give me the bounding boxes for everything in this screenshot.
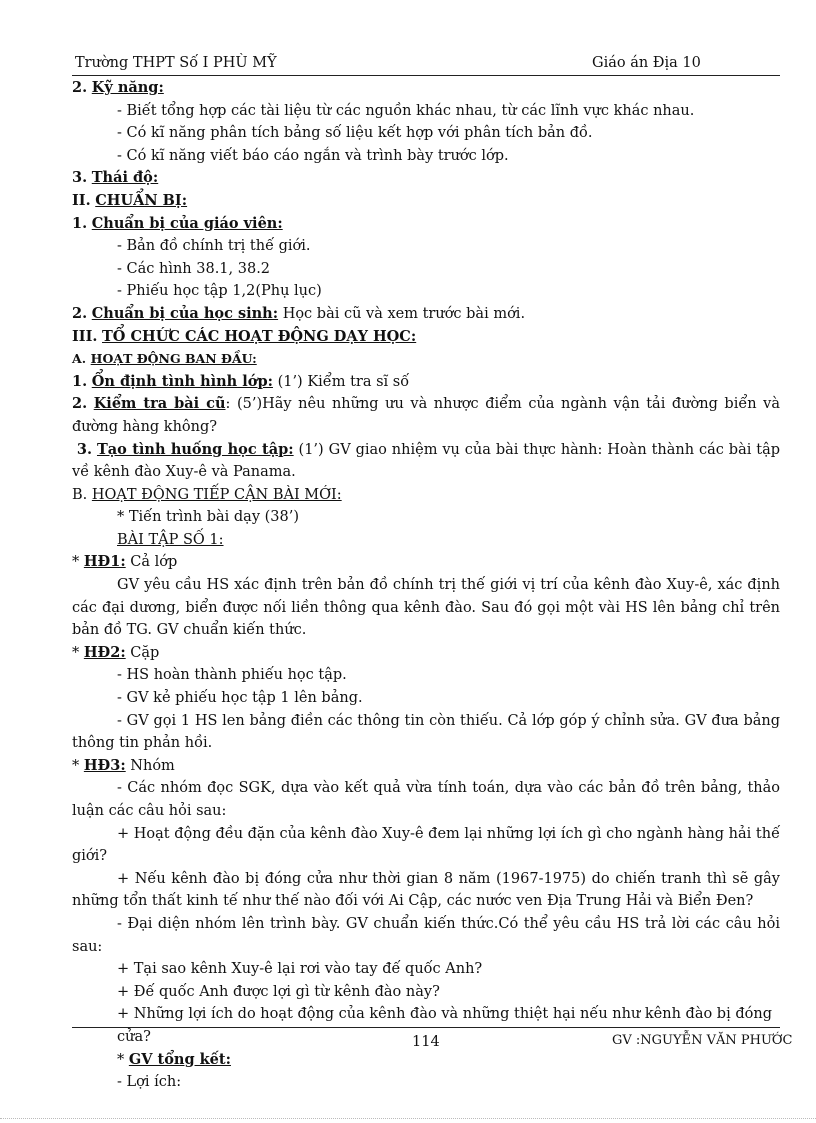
heading-number: 3.	[72, 169, 88, 187]
list-item: - Có kĩ năng viết báo cáo ngắn và trình bày trước lớp.	[117, 147, 509, 164]
heading-number: 1.	[72, 214, 88, 232]
list-item: - Các hình 38.1, 38.2	[117, 260, 271, 277]
list-item: - Phiếu học tập 1,2(Phụ lục)	[117, 283, 322, 300]
heading-number: 2.	[72, 395, 88, 413]
heading-text: (1’) GV giao nhiệm vụ của bài thực hành: Hoàn thành các bài tập về kênh đào Xuy-ê và Panama.	[72, 441, 781, 481]
page-bottom-divider	[0, 1118, 816, 1119]
list-item: - HS hoàn thành phiếu học tập.	[117, 667, 347, 684]
heading-title: Kỹ năng:	[91, 79, 164, 96]
heading-thai-do	[72, 167, 780, 190]
heading-title: Ổn định tình hình lớp:	[91, 372, 273, 390]
heading-chuan-bi	[72, 190, 780, 213]
heading-number: 2.	[72, 304, 88, 322]
header-school: Trường THPT Số I PHÙ MỸ	[75, 55, 277, 71]
heading-number: III.	[72, 327, 98, 345]
heading-number: 1.	[72, 372, 88, 390]
heading-on-dinh	[72, 371, 780, 394]
hd3-heading	[72, 755, 780, 778]
heading-text: Học bài cũ và xem trước bài mới.	[282, 305, 526, 322]
heading-number: 3.	[76, 440, 93, 458]
hd-mode: Nhóm	[125, 757, 175, 774]
hd-star: *	[72, 554, 84, 571]
heading-title: Kiểm tra bài cũ	[93, 395, 226, 413]
heading-title: Thái độ:	[91, 169, 159, 187]
hd1-heading	[72, 551, 780, 574]
header-rule	[72, 75, 780, 76]
tong-ket-label: GV tổng kết:	[128, 1050, 231, 1068]
tien-trinh-line: * Tiến trình bài dạy (38’)	[117, 509, 299, 526]
hd-mode: Cặp	[125, 644, 160, 661]
hd2-paragraph: - GV gọi 1 HS len bảng điền các thông tin còn thiếu. Cả lớp góp ý chỉnh sửa. GV đưa bảng thông tin phản hồi.	[72, 712, 780, 752]
header-subject: Giáo án Địa 10	[592, 55, 701, 71]
heading-ky-nang	[72, 77, 780, 100]
heading-title: TỔ CHỨC CÁC HOẠT ĐỘNG DẠY HỌC:	[102, 327, 417, 345]
heading-title: CHUẨN BỊ:	[95, 191, 188, 209]
question: + Những lợi ích do hoạt động của kênh đào và những thiệt hại nếu như kênh đào bị đóng cửa?	[117, 1006, 772, 1045]
hd-star: *	[72, 644, 84, 661]
page-number: 114	[412, 1034, 440, 1050]
question: + Tại sao kênh Xuy-ê lại rơi vào tay đế quốc Anh?	[117, 961, 483, 978]
document-body	[72, 77, 780, 1094]
heading-hoat-dong-ban-dau	[72, 348, 780, 371]
hd1-paragraph: GV yêu cầu HS xác định trên bản đồ chính trị thế giới vị trí của kênh đào Xuy-ê, xác định các đại dương, biển được nối liền thông qua kênh đào. Sau đó gọi một vài HS lên bảng chỉ trên bản đồ TG. GV chuẩn kiến thức.	[72, 577, 780, 639]
footer-teacher: GV :NGUYỄN VĂN PHƯỚC	[612, 1033, 793, 1048]
heading-text: (1’) Kiểm tra sĩ số	[277, 373, 410, 390]
heading-number: 2.	[72, 79, 88, 96]
heading-title: Tạo tình huống học tập:	[96, 440, 294, 458]
heading-to-chuc	[72, 326, 780, 349]
question: + Nếu kênh đào bị đóng cửa như thời gian 8 năm (1967-1975) do chiến tranh thì sẽ gây những tổn thất kinh tế như thế nào đối với Ai Cập, các nước ven Địa Trung Hải và Biển Đen?	[72, 870, 780, 910]
heading-kiem-tra	[72, 393, 780, 438]
list-item: - Có kĩ năng phân tích bảng số liệu kết hợp với phân tích bản đồ.	[117, 125, 593, 142]
list-item: - Biết tổng hợp các tài liệu từ các nguồn khác nhau, từ các lĩnh vực khác nhau.	[117, 102, 695, 119]
heading-number: A.	[72, 351, 87, 367]
heading-chuan-bi-gv	[72, 213, 780, 236]
heading-title: Chuẩn bị của giáo viên:	[91, 214, 283, 232]
heading-number: II.	[72, 191, 91, 209]
tong-ket-heading	[72, 1049, 780, 1072]
heading-chuan-bi-hs	[72, 303, 780, 326]
hd-mode: Cả lớp	[125, 554, 178, 571]
heading-text: : (5’)Hãy nêu những ưu và nhược điểm của ngành vận tải đường biển và đường hàng không?	[72, 396, 780, 435]
heading-tiep-can	[72, 484, 780, 507]
hd3-paragraph: - Đại diện nhóm lên trình bày. GV chuẩn kiến thức.Có thể yêu cầu HS trả lời các câu hỏi sau:	[72, 915, 780, 955]
hd3-paragraph: - Các nhóm đọc SGK, dựa vào kết quả vừa tính toán, dựa vào các bản đồ trên bảng, thảo luận các câu hỏi sau:	[72, 780, 780, 819]
list-item: - GV kẻ phiếu học tập 1 lên bảng.	[117, 690, 363, 707]
bai-tap-title: BÀI TẬP SỐ 1:	[117, 531, 224, 548]
heading-title: HOẠT ĐỘNG TIẾP CẬN BÀI MỚI:	[91, 486, 342, 503]
question: + Đế quốc Anh được lợi gì từ kênh đào này?	[117, 983, 440, 1000]
hd-label: HĐ2:	[83, 643, 126, 661]
footer-rule	[72, 1027, 780, 1028]
loi-ich-line: - Lợi ích:	[117, 1074, 182, 1091]
heading-title: Chuẩn bị của học sinh:	[91, 304, 279, 322]
bai-tap-heading	[72, 529, 780, 552]
heading-title: HOẠT ĐỘNG BAN ĐẦU:	[90, 351, 257, 367]
tong-ket-star: *	[117, 1051, 129, 1068]
hd-label: HĐ3:	[83, 756, 126, 774]
heading-tao-tinh-huong	[72, 439, 780, 484]
hd2-heading	[72, 642, 780, 665]
heading-number: B.	[72, 486, 88, 503]
hd-label: HĐ1:	[83, 553, 126, 571]
list-item: - Bản đồ chính trị thế giới.	[117, 238, 311, 255]
question: + Hoạt động đều đặn của kênh đào Xuy-ê đem lại những lợi ích gì cho ngành hàng hải thế giới?	[72, 825, 780, 865]
hd-star: *	[72, 757, 84, 774]
